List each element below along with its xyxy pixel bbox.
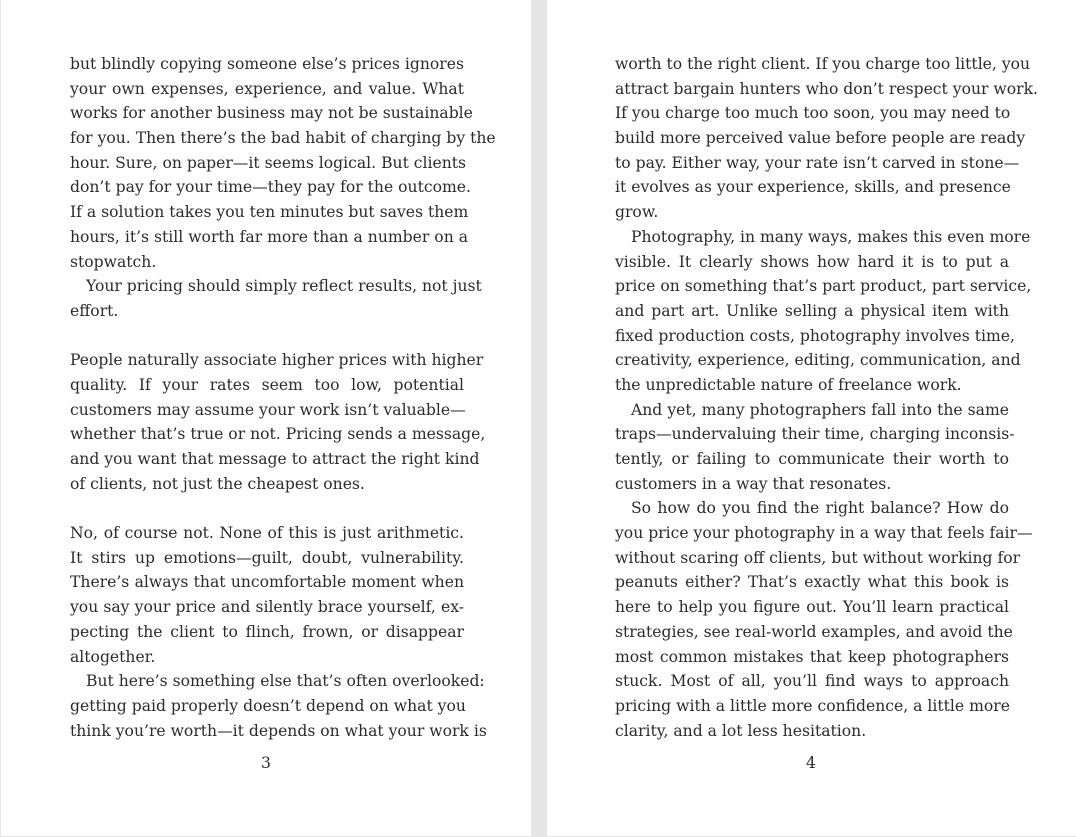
paragraph-spacer [70, 324, 464, 349]
right-page [547, 0, 1076, 836]
text-line: If a solution takes you ten minutes but saves them [70, 203, 469, 222]
text-line: If you charge too much too soon, you may need to [615, 104, 1011, 123]
text-line: fixed production costs, photography involves time, [615, 326, 1015, 345]
text-line: think you’re worth—it depends on what your work is [70, 721, 487, 740]
text-line: the unpredictable nature of freelance work. [615, 375, 962, 394]
text-line: strategies, see real-world examples, and avoid the [615, 622, 1013, 641]
text-line: it evolves as your experience, skills, and presence [615, 178, 1011, 197]
text-line: and part art. Unlike selling a physical item with [615, 301, 1009, 320]
text-line: No, of course not. None of this is just arithmetic. [70, 524, 464, 543]
text-line: It stirs up emotions—guilt, doubt, vulnerability. [70, 548, 464, 567]
text-line: pecting the client to flinch, frown, or disappear [70, 622, 464, 641]
text-line: creativity, experience, editing, communication, and [615, 351, 1021, 370]
left-page [1, 0, 531, 836]
text-line: getting paid properly doesn’t depend on what you [70, 696, 466, 715]
text-line: Photography, in many ways, makes this even more [631, 227, 1031, 246]
right-page-text [615, 52, 1039, 743]
text-line: hour. Sure, on paper—it seems logical. But clients [70, 153, 467, 172]
text-line: for you. Then there’s the bad habit of charging by the [70, 129, 496, 148]
text-line: And yet, many photographers fall into the same [631, 400, 1009, 419]
text-line: stopwatch. [70, 252, 157, 271]
text-line: you say your price and silently brace yourself, ex- [70, 598, 464, 617]
text-line: customers may assume your work isn’t valuable— [70, 400, 466, 419]
text-line: hours, it’s still worth far more than a number on a [70, 227, 468, 246]
text-line: most common mistakes that keep photographers [615, 647, 1009, 666]
text-line: works for another business may not be sustainable [70, 104, 473, 123]
text-line: here to help you figure out. You’ll learn practical [615, 598, 1009, 617]
text-line: But here’s something else that’s often overlooked: [86, 672, 485, 691]
text-line: your own expenses, experience, and value. What [70, 79, 464, 98]
text-line: without scaring off clients, but without working for [615, 548, 1021, 567]
text-line: don’t pay for your time—they pay for the outcome. [70, 178, 471, 197]
text-line: quality. If your rates seem too low, potential [70, 375, 464, 394]
left-page-text [70, 52, 496, 743]
text-line: So how do you find the right balance? How do [631, 499, 1009, 518]
text-line: altogether. [70, 647, 156, 666]
text-line: stuck. Most of all, you’ll find ways to approach [615, 672, 1009, 691]
text-line: Your pricing should simply reflect results, not just [86, 277, 482, 296]
page-number: 4 [806, 754, 816, 772]
page-number: 3 [261, 754, 271, 772]
text-line: but blindly copying someone else’s prices ignores [70, 55, 464, 73]
text-line: effort. [70, 301, 119, 320]
text-line: peanuts either? That’s exactly what this book is [615, 573, 1009, 592]
text-line: tently, or failing to communicate their worth to [615, 450, 1009, 468]
text-line: customers in a way that resonates. [615, 474, 892, 493]
text-line: of clients, not just the cheapest ones. [70, 474, 365, 493]
text-line: pricing with a little more confidence, a little more [615, 696, 1010, 715]
text-line: worth to the right client. If you charge too little, you [615, 55, 1031, 73]
text-line: attract bargain hunters who don’t respect your work. [615, 79, 1039, 98]
text-line: and you want that message to attract the right kind [70, 450, 480, 468]
text-line: you price your photography in a way that feels fair— [615, 524, 1033, 543]
text-line: traps—undervaluing their time, charging inconsis- [615, 425, 1015, 444]
text-line: price on something that’s part product, part service, [615, 277, 1032, 296]
text-line: There’s always that uncomfortable moment when [70, 573, 464, 592]
text-line: People naturally associate higher prices with higher [70, 351, 484, 370]
text-line: clarity, and a lot less hesitation. [615, 721, 867, 740]
text-line: grow. [615, 203, 659, 222]
text-line: visible. It clearly shows how hard it is to put a [615, 252, 1009, 271]
text-line: whether that’s true or not. Pricing sends a message, [70, 425, 486, 444]
text-line: build more perceived value before people are ready [615, 129, 1026, 148]
paragraph-spacer [70, 496, 464, 521]
text-line: to pay. Either way, your rate isn’t carved in stone— [615, 153, 1020, 172]
